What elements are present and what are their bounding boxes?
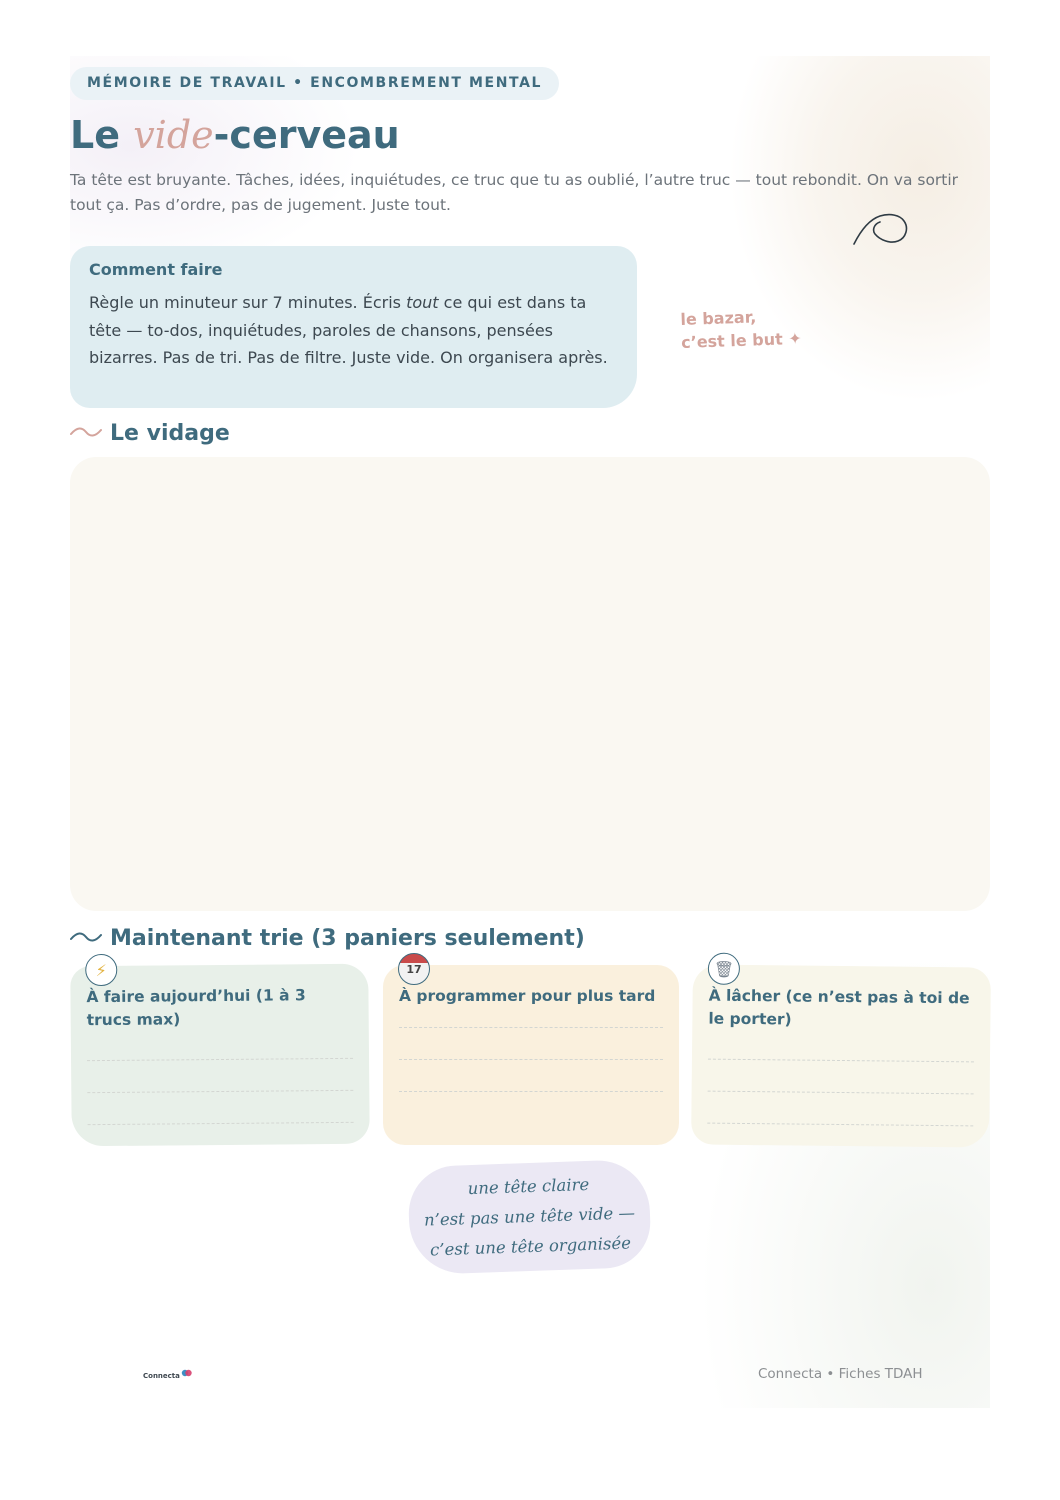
margin-note-line2: c’est le but ✦ [680, 328, 802, 352]
logo-text: Connecta [143, 1372, 180, 1380]
instructions-text [89, 289, 619, 372]
title-prefix: Le [70, 113, 134, 157]
basket-later[interactable] [383, 962, 679, 1145]
instructions-text-end: ce qui est dans ta tête — to-dos, inquiétudes, paroles de chansons, pensées bizarres. Pas de tri. Pas de filtre. Juste vide. On organisera après. [89, 293, 608, 367]
instructions-card [70, 246, 637, 408]
scribble-icon [850, 206, 914, 250]
instructions-title: Comment faire [89, 260, 223, 279]
basket-title: À lâcher (ce n’est pas à toi de le porter) [708, 986, 970, 1029]
quote-line2: n’est pas une tête vide — [423, 1203, 636, 1230]
intro-text: Ta tête est bruyante. Tâches, idées, inquiétudes, ce truc que tu as oublié, l’autre truc — tout rebondit. On va sortir tout ça. Pas d’ordre, pas de jugement. Juste tout. [70, 171, 959, 214]
instructions-text-start: Règle un minuteur sur 7 minutes. Écris [89, 293, 407, 312]
brand-logo [143, 1371, 193, 1381]
footer-credit: Connecta • Fiches TDAH [758, 1366, 923, 1382]
margin-note-line1: le bazar, [680, 307, 757, 329]
writing-line[interactable] [708, 1091, 974, 1095]
writing-line[interactable] [399, 1091, 663, 1092]
writing-line[interactable] [87, 1090, 353, 1093]
sort-section-title: Maintenant trie (3 paniers seulement) [110, 926, 585, 951]
wave-icon [70, 931, 102, 943]
writing-line[interactable] [399, 1059, 663, 1060]
sort-section-heading [70, 924, 585, 954]
category-tag: MÉMOIRE DE TRAVAIL • ENCOMBREMENT MENTAL [70, 67, 559, 100]
quote-bubble [407, 1159, 652, 1275]
writing-line[interactable] [88, 1122, 354, 1125]
writing-line[interactable] [399, 1027, 663, 1028]
trash-icon: 🗑 [708, 953, 740, 985]
basket-let-go[interactable] [691, 959, 991, 1147]
calendar-icon: 17 [398, 953, 430, 985]
quote-line1: une tête claire [467, 1174, 590, 1199]
lightning-icon: ⚡ [85, 954, 117, 986]
quote-line3: c’est une tête organisée [429, 1233, 632, 1260]
writing-line[interactable] [87, 1058, 353, 1061]
dump-section-title: Le vidage [110, 421, 230, 446]
quote-text [422, 1168, 636, 1265]
title-suffix: -cerveau [213, 113, 400, 157]
basket-title: À programmer pour plus tard [399, 987, 656, 1005]
logo-dots-icon [181, 1368, 193, 1378]
page-title [70, 112, 400, 158]
basket-today[interactable] [70, 960, 370, 1147]
writing-line[interactable] [708, 1059, 974, 1063]
brain-dump-area[interactable] [70, 457, 990, 911]
instructions-emphasis: tout [406, 293, 439, 312]
title-accent: vide [133, 113, 214, 157]
basket-title: À faire aujourd’hui (1 à 3 trucs max) [86, 986, 306, 1030]
writing-line[interactable] [707, 1123, 973, 1127]
dump-section-heading [70, 419, 230, 449]
wave-icon [70, 426, 102, 438]
margin-note [680, 304, 802, 354]
